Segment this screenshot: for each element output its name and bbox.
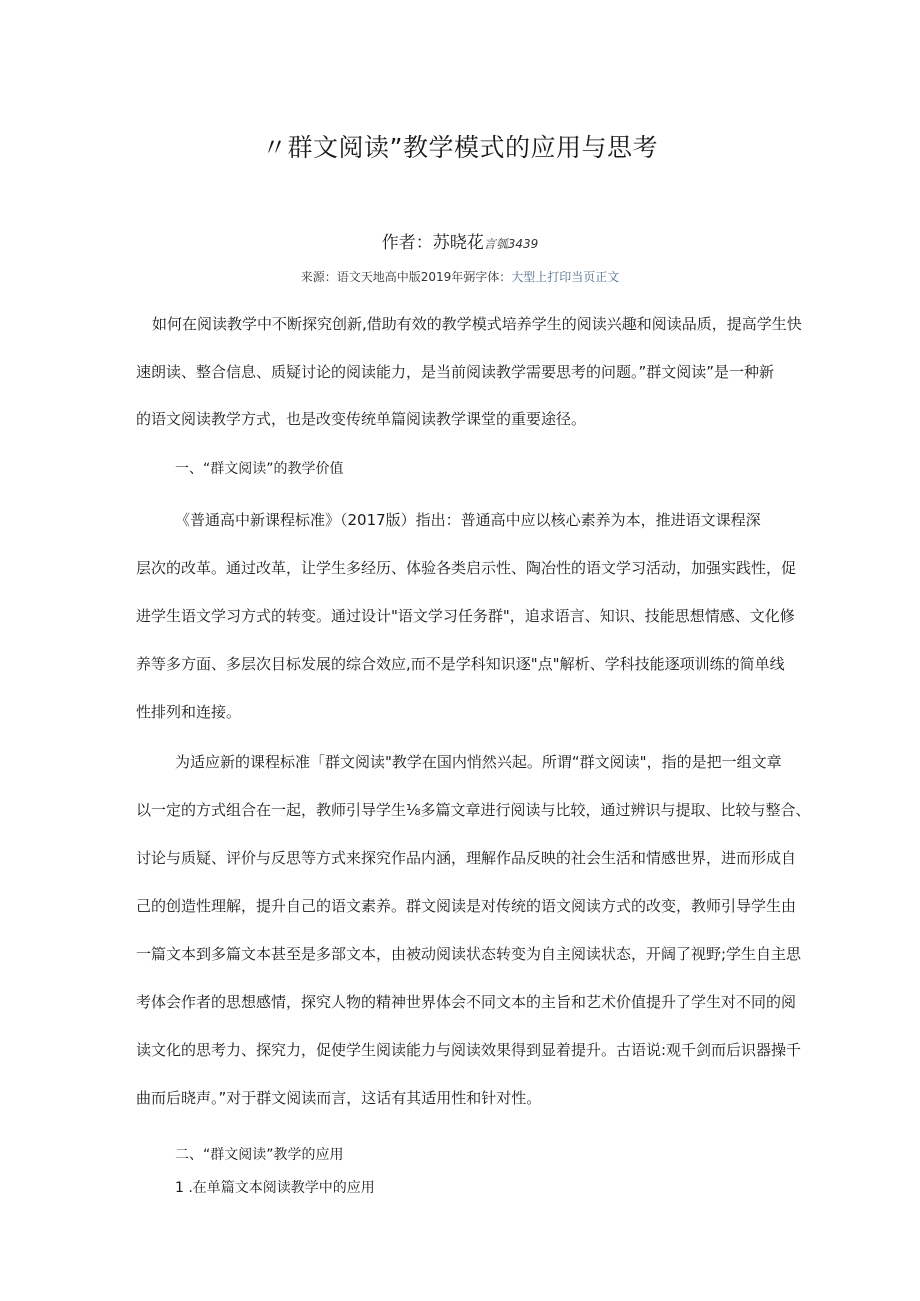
section-heading: 二、“群文阅读”教学的应用	[175, 1147, 344, 1163]
paragraph-line: 速朗读、整合信息、质疑讨论的阅读能力，是当前阅读教学需要思考的问题。”群文阅读”是一种新	[136, 363, 775, 381]
read-count: 言瓠3439	[483, 237, 539, 251]
paragraph-line: 养等多方面、多层次目标发展的综合效应,而不是学科知识逐"点"解析、学科技能逐项训练的简单线	[136, 655, 785, 673]
paragraph-line: 考体会作者的思想感情，探究人物的精神世界体会不同文本的主旨和艺术价值提升了学生对不同的阅	[136, 993, 797, 1011]
paragraph-line: 讨论与质疑、评价与反思等方式来探究作品内涵，理解作品反映的社会生活和情感世界，进而形成自	[136, 849, 797, 867]
source-label: 来源：语文天地高中版2019年弼字体：	[300, 270, 512, 284]
paragraph-line: 层次的改革。通过改革，让学生多经历、体验各类启示性、陶冶性的语文学习活动，加强实践性，促	[136, 559, 797, 577]
paragraph-line: 《普通高中新课程标准》（2017版）指出：普通高中应以核心素养为本，推进语文课程深	[175, 511, 761, 529]
paragraph-line: 以一定的方式组合在一起，教师引导学生⅛多篇文章进行阅读与比较，通过辨识与提取、比较与整合、	[136, 801, 811, 819]
print-link[interactable]: 大型上打印当页正文	[511, 270, 620, 284]
source-line	[0, 268, 920, 285]
document-title: 〃群文阅读”教学模式的应用与思考	[262, 133, 658, 162]
author-line	[0, 228, 920, 253]
author-name: 作者：苏晓花	[381, 233, 484, 253]
paragraph-line: 如何在阅读教学中不断探究创新,借助有效的教学模式培养学生的阅读兴趣和阅读品质，提高学生快	[152, 315, 802, 333]
paragraph-line: 为适应新的课程标准「群文阅读"教学在国内悄然兴起。所谓“群文阅读"，指的是把一组文章	[175, 753, 782, 771]
paragraph-line: 己的创造性理解，提升自己的语文素养。群文阅读是对传统的语文阅读方式的改变，教师引导学生由	[136, 897, 797, 915]
paragraph-line: 性排列和连接。	[136, 703, 242, 721]
paragraph-line: 读文化的思考力、探究力，促使学生阅读能力与阅读效果得到显着提升。古语说:观千剑而后识器操千	[136, 1041, 802, 1059]
paragraph-line: 的语文阅读教学方式，也是改变传统单篇阅读教学课堂的重要途径。	[136, 410, 587, 428]
subsection-heading: 1 .在单篇文本阅读教学中的应用	[175, 1180, 375, 1196]
paragraph-line: 一篇文本到多篇文本甚至是多部文本，由被动阅读状态转变为自主阅读状态，开阔了视野;学生自主思	[136, 945, 802, 963]
paragraph-line: 曲而后晓声。”对于群文阅读而言，这话有其适用性和针对性。	[136, 1089, 542, 1107]
section-heading: 一、“群文阅读”的教学价值	[175, 461, 344, 477]
paragraph-line: 进学生语文学习方式的转变。通过设计"语文学习任务群"，追求语言、知识、技能思想情感、文化修	[136, 607, 795, 625]
